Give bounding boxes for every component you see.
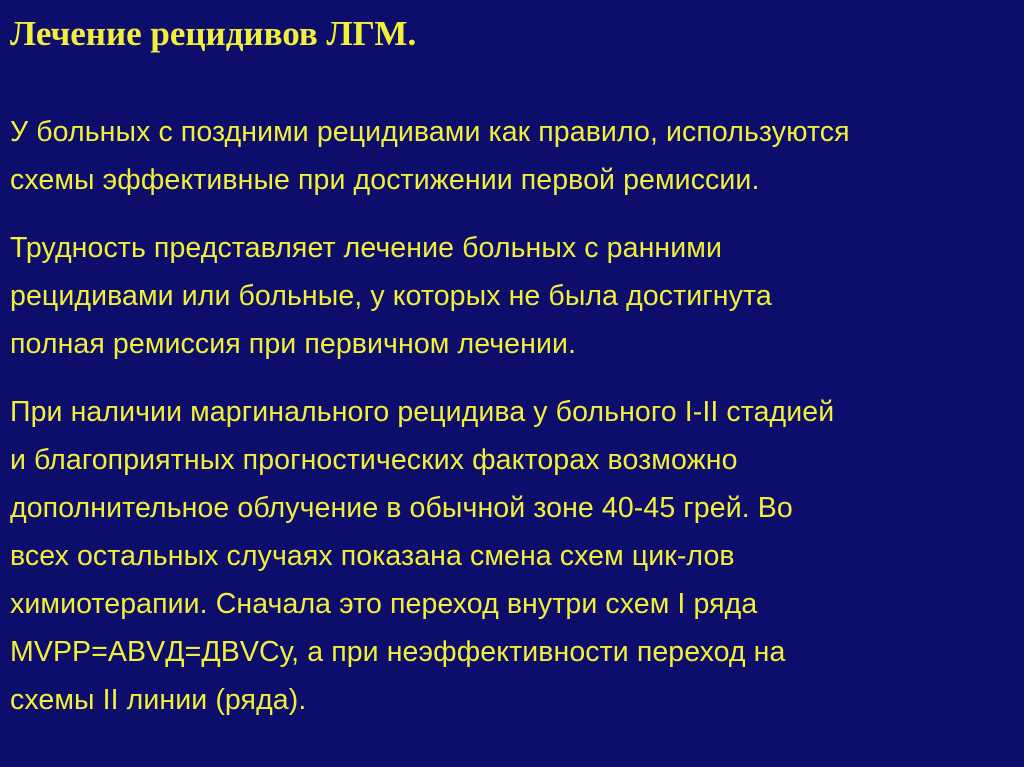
text-line: дополнительное облучение в обычной зоне 40-45 грей. Во: [10, 492, 793, 524]
slide-title: Лечение рецидивов ЛГМ.: [10, 14, 417, 53]
paragraph-early-relapse: [10, 224, 1018, 368]
text-line: MVPP=ABVД=ДBVCу, а при неэффективности переход на: [10, 636, 786, 668]
text-line: всех остальных случаях показана смена схем цик-лов: [10, 540, 735, 572]
text-line: У больных с поздними рецидивами как правило, используются: [10, 116, 850, 148]
text-line: химиотерапии. Сначала это переход внутри схем I ряда: [10, 588, 758, 620]
text-line: схемы II линии (ряда).: [10, 684, 307, 716]
text-line: полная ремиссия при первичном лечении.: [10, 328, 577, 360]
text-line: и благоприятных прогностических факторах возможно: [10, 444, 738, 476]
text-line: При наличии маргинального рецидива у больного I-II стадией: [10, 396, 835, 428]
text-line: схемы эффективные при достижении первой ремиссии.: [10, 164, 760, 196]
text-line: рецидивами или больные, у которых не была достигнута: [10, 280, 772, 312]
paragraph-late-relapse: [10, 108, 1018, 204]
slide-body: [10, 108, 1018, 744]
paragraph-marginal-relapse: [10, 388, 1018, 724]
text-line: Трудность представляет лечение больных с ранними: [10, 232, 722, 264]
